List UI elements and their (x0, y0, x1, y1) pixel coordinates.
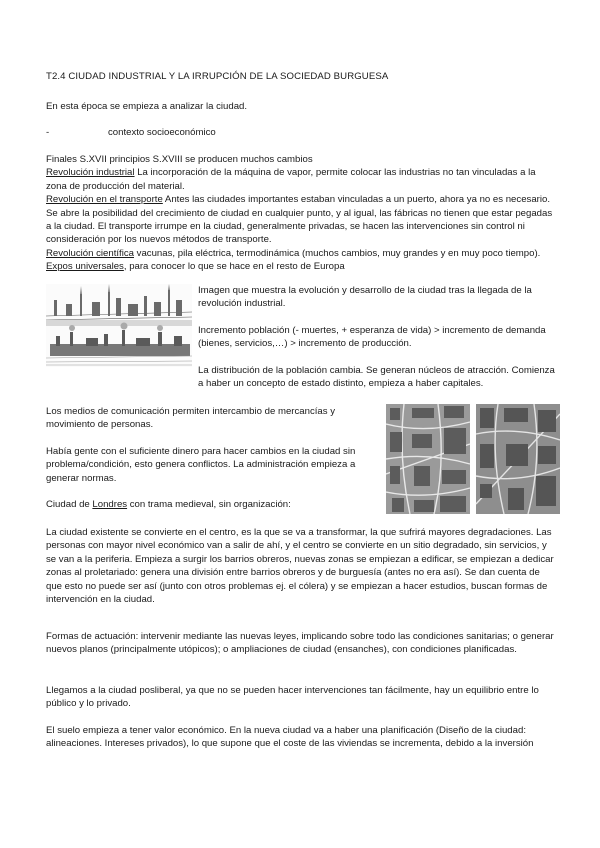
londres-post: con trama medieval, sin organización: (127, 499, 291, 511)
expos-text: , para conocer lo que se hace en el resto de Europa (123, 261, 345, 273)
intro-paragraph: En esta época se empieza a analizar la ciudad. (46, 101, 248, 112)
paragraph-suelo: El suelo empieza a tener valor económico. En la nueva ciudad va a haber una planificación (Diseño de la ciudad: alineaciones. Intereses privados), lo que supone que el coste de las viviendas se incrementa, debido a la inversión (46, 725, 534, 750)
rev-cientifica-paragraph (46, 247, 558, 274)
londres-pre: Ciudad de (46, 499, 93, 511)
left-paragraph-1: Los medios de comunicación permiten intercambio de mercancías y movimiento de personas. (46, 406, 336, 431)
rev-industrial-text: La incorporación de la máquina de vapor, permite colocar las industrias no tan vinculadas a la zona de producción del material. (46, 167, 536, 192)
left-paragraph-2: Había gente con el suficiente dinero para hacer cambios en la ciudad sin problema/condición, esto genera conflictos. La administración empieza a generar normas. (46, 445, 356, 484)
finales-line: Finales S.XVII principios S.XVIII se producen muchos cambios (46, 154, 313, 165)
right-paragraph-1: Imagen que muestra la evolución y desarrollo de la ciudad tras la llegada de la revolución industrial. (198, 285, 532, 310)
londres-line (46, 498, 372, 511)
paragraph-ciudad: La ciudad existente se convierte en el centro, es la que se va a transformar, la que sufrirá mayores degradaciones. Las personas con mayor nivel económico van a salir de ahí, y el centro se convierte en un sitio degradado, sin servicios, y se van a la periferia. Empieza a surgir los barrios obreros, nuevas zonas se empiezan a edificar, se empiezan a dedicar zonas al proletariado: genera una división entre barrios obreros y de burguesía (antes no era así). Se dan cuenta de que esto no puede ser así (junto con otros problemas ej. el cólera) y se empiezan a hacer estudios, buscan formas de intervención en la ciudad. (46, 527, 554, 606)
rev-transporte-label: Revolución en el transporte (46, 194, 163, 206)
left-column (46, 405, 372, 511)
bullet-marker: - (46, 127, 50, 138)
expos-universales-label: Expos universales (46, 261, 124, 273)
right-column (198, 284, 558, 390)
document-title: T2.4 CIUDAD INDUSTRIAL Y LA IRRUPCIÓN DE LA SOCIEDAD BURGUESA (46, 71, 389, 82)
bullet-text: contexto socioeconómico (108, 127, 216, 138)
paragraph-formas: Formas de actuación: intervenir mediante las nuevas leyes, implicando sobre todo las condiciones sanitarias; o generar nuevos planos (principalmente utópicos); o ampliaciones de ciudad (ensanches), con condiciones planificadas. (46, 631, 554, 656)
rev-transporte-text: Antes las ciudades importantes estaban vinculadas a un puerto, ahora ya no es necesario. Se abre la posibilidad del crecimiento de ciudad en cualquier punto, y al igual, las fábricas no tienen que estar pegadas a la ciudad. El transporte irrumpe en la ciudad, generalmente privadas, se hacen las intervenciones sin control ni consideración por los nuevos métodos de transporte. (46, 194, 553, 246)
right-paragraph-3: La distribución de la población cambia. Se generan núcleos de atracción. Comienza a haber un concepto de estado distinto, empieza a haber capitales. (198, 364, 555, 390)
london-map-images (386, 404, 560, 514)
rev-transporte-paragraph (46, 193, 558, 247)
right-paragraph-2: Incremento población (- muertes, + esperanza de vida) > incremento de demanda (bienes, servicios,…) > incremento de producción. (198, 324, 546, 350)
rev-cientifica-text: vacunas, pila eléctrica, termodinámica (muchos cambios, muy grandes y en muy poco tiempo). (134, 247, 541, 259)
paragraph-posliberal: Llegamos a la ciudad posliberal, ya que no se pueden hacer intervenciones tan fácilmente, hay un equilibrio entre lo público y lo privado. (46, 685, 539, 710)
rev-cientifica-label: Revolución científica (46, 247, 134, 259)
londres-label: Londres (92, 499, 128, 511)
city-evolution-engraving (46, 284, 192, 367)
rev-industrial-label: Revolución industrial (46, 167, 135, 179)
rev-industrial-paragraph (46, 166, 558, 193)
bullet-item (46, 126, 566, 139)
context-section (46, 153, 558, 274)
